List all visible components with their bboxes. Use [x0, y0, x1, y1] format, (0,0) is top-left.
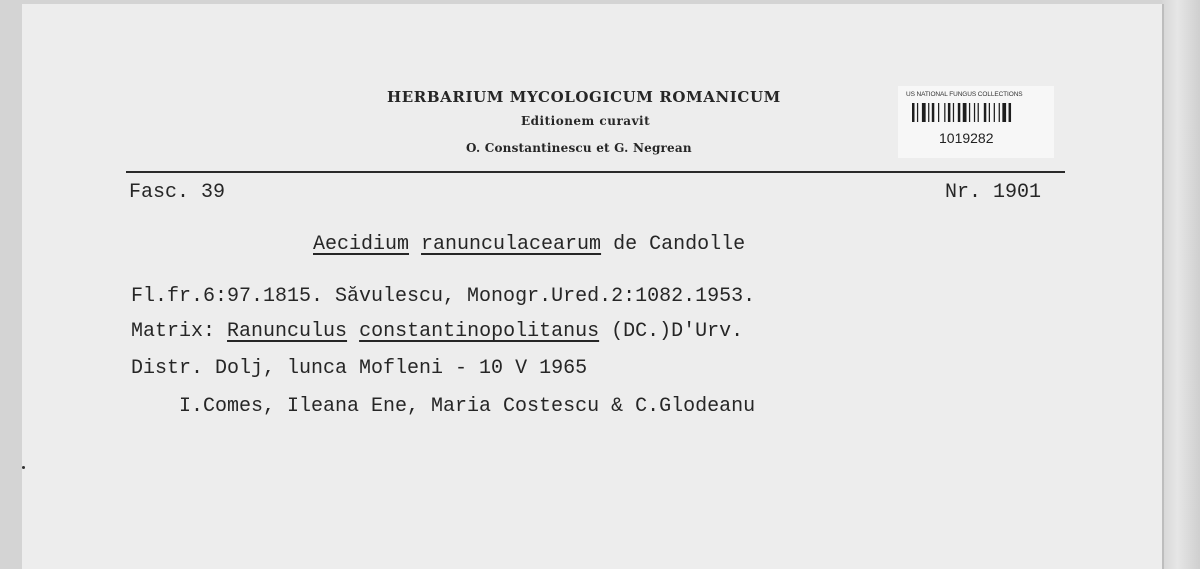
header-editors: O. Constantinescu et G. Negrean — [466, 141, 692, 155]
collectors: I.Comes, Ileana Ene, Maria Costescu & C.Glodeanu — [179, 395, 756, 418]
barcode-bar — [912, 103, 915, 122]
barcode-sticker — [898, 86, 1054, 158]
fascicle-number: Fasc. 39 — [129, 181, 226, 204]
citation: Fl.fr.6:97.1815. Săvulescu, Monogr.Ured.2:1082.1953. — [131, 285, 756, 308]
barcode-bar — [917, 103, 918, 122]
header-subtitle: Editionem curavit — [521, 114, 651, 128]
barcode-bar — [1002, 103, 1006, 122]
barcode-bar — [922, 103, 926, 122]
species-name — [313, 233, 745, 256]
barcode-icon — [912, 103, 1042, 122]
ink-speck — [22, 466, 25, 469]
barcode-bar — [999, 103, 1000, 122]
barcode-bar — [989, 103, 990, 122]
label-edge-strip — [1162, 0, 1200, 569]
species-author: de Candolle — [613, 233, 746, 256]
barcode-bar — [932, 103, 935, 122]
species-epithet: ranunculacearum — [421, 233, 602, 256]
matrix-author: (DC.)D'Urv. — [611, 320, 744, 343]
barcode-bar — [1009, 103, 1012, 122]
matrix-line — [131, 320, 743, 343]
barcode-bar — [969, 103, 970, 122]
matrix-genus: Ranunculus — [227, 320, 348, 343]
header-title: HERBARIUM MYCOLOGICUM ROMANICUM — [387, 88, 781, 106]
header-divider — [126, 171, 1065, 173]
barcode-bar — [994, 103, 995, 122]
barcode-bar — [928, 103, 929, 122]
matrix-epithet: constantinopolitanus — [359, 320, 600, 343]
barcode-bar — [938, 103, 939, 122]
barcode-bar — [958, 103, 961, 122]
barcode-bar — [948, 103, 951, 122]
barcode-number: 1019282 — [939, 130, 994, 146]
locality: Distr. Dolj, lunca Mofleni - 10 V 1965 — [131, 357, 588, 380]
barcode-bar — [974, 103, 975, 122]
barcode-collection-name: US NATIONAL FUNGUS COLLECTIONS — [906, 91, 1023, 98]
barcode-bar — [984, 103, 987, 122]
exsiccata-number: Nr. 1901 — [945, 181, 1042, 204]
species-genus: Aecidium — [313, 233, 410, 256]
barcode-bar — [963, 103, 967, 122]
barcode-bar — [953, 103, 954, 122]
matrix-prefix: Matrix: — [131, 320, 216, 343]
barcode-bar — [944, 103, 945, 122]
barcode-bar — [978, 103, 979, 122]
